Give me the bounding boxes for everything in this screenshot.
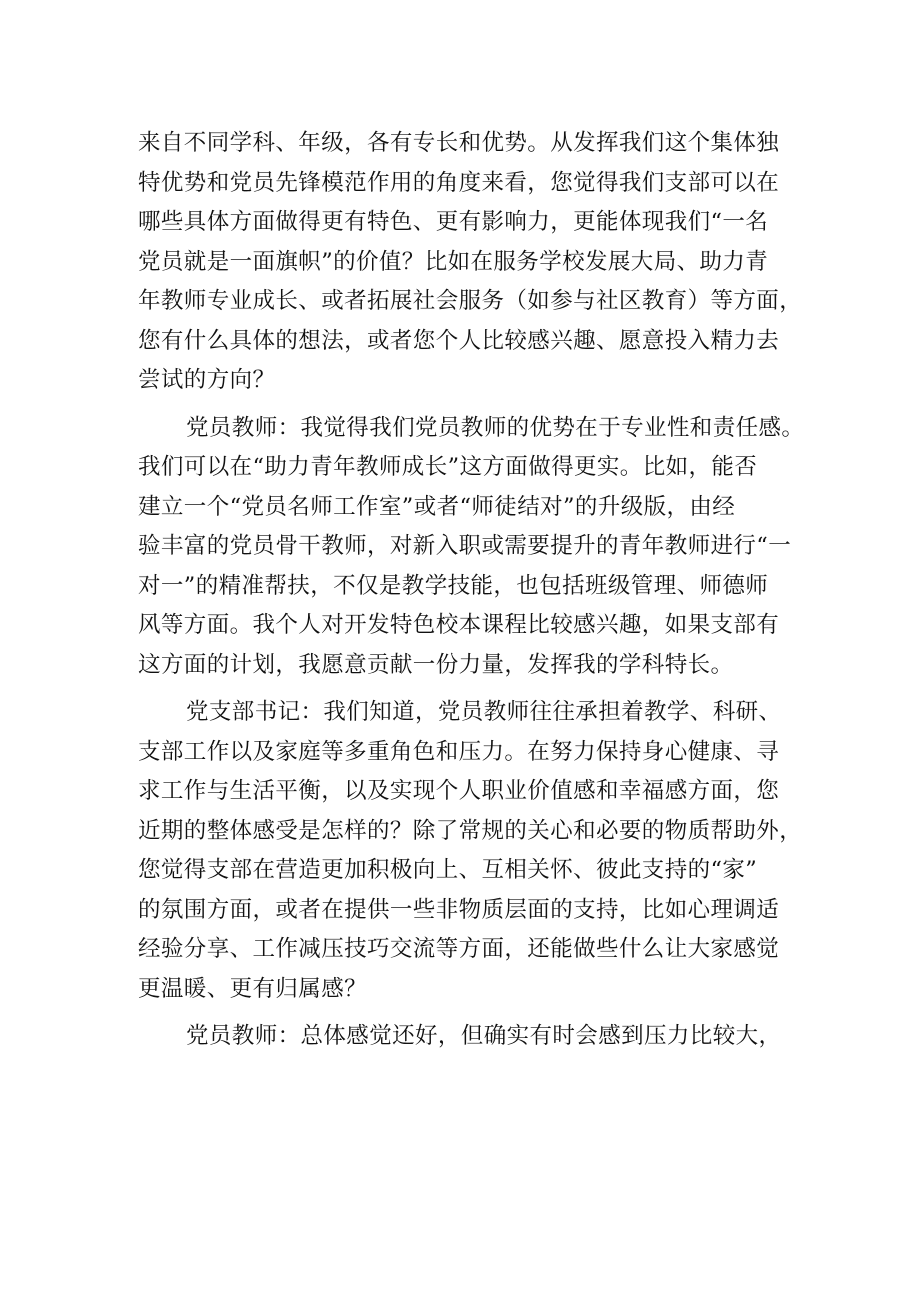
text-line: 我们可以在“助力青年教师成长”这方面做得更实。比如，能否 xyxy=(138,454,758,480)
text-line: 这方面的计划，我愿意贡献一份力量，发挥我的学科特长。 xyxy=(138,652,734,678)
paragraph-first-line: 党员教师：总体感觉还好，但确实有时会感到压力比较大， xyxy=(186,1023,782,1049)
text-line: 您觉得支部在营造更加积极向上、互相关怀、彼此支持的“家” xyxy=(138,857,758,883)
text-line: 党员就是一面旗帜”的价值？比如在服务学校发展大局、助力青 xyxy=(138,249,769,275)
text-line: 年教师专业成长、或者拓展社会服务（如参与社区教育）等方面， xyxy=(138,288,803,314)
text-line: 特优势和党员先锋模范作用的角度来看，您觉得我们支部可以在 xyxy=(138,170,780,196)
text-line: 对一”的精准帮扶，不仅是教学技能，也包括班级管理、师德师 xyxy=(138,573,769,599)
text-line: 建立一个“党员名师工作室”或者“师徒结对”的升级版，由经 xyxy=(138,494,736,520)
text-line: 哪些具体方面做得更有特色、更有影响力，更能体现我们“一名 xyxy=(138,209,769,235)
text-line: 支部工作以及家庭等多重角色和压力。在努力保持身心健康、寻 xyxy=(138,739,780,765)
text-line: 风等方面。我个人对开发特色校本课程比较感兴趣，如果支部有 xyxy=(138,612,780,638)
text-line: 验丰富的党员骨干教师，对新入职或需要提升的青年教师进行“一 xyxy=(138,533,792,559)
text-line: 来自不同学科、年级，各有专长和优势。从发挥我们这个集体独 xyxy=(138,130,780,156)
text-line: 经验分享、工作减压技巧交流等方面，还能做些什么让大家感觉 xyxy=(138,936,780,962)
text-line: 的氛围方面，或者在提供一些非物质层面的支持，比如心理调适 xyxy=(138,897,780,923)
text-line: 求工作与生活平衡，以及实现个人职业价值感和幸福感方面，您 xyxy=(138,778,780,804)
text-line: 您有什么具体的想法，或者您个人比较感兴趣、愿意投入精力去 xyxy=(138,328,780,354)
text-line: 更温暖、更有归属感？ xyxy=(138,976,368,1002)
paragraph-first-line: 党员教师：我觉得我们党员教师的优势在于专业性和责任感。 xyxy=(186,415,805,441)
text-line: 近期的整体感受是怎样的？除了常规的关心和必要的物质帮助外， xyxy=(138,818,803,844)
text-line: 尝试的方向？ xyxy=(138,367,276,393)
paragraph-first-line: 党支部书记：我们知道，党员教师往往承担着教学、科研、 xyxy=(186,699,782,725)
